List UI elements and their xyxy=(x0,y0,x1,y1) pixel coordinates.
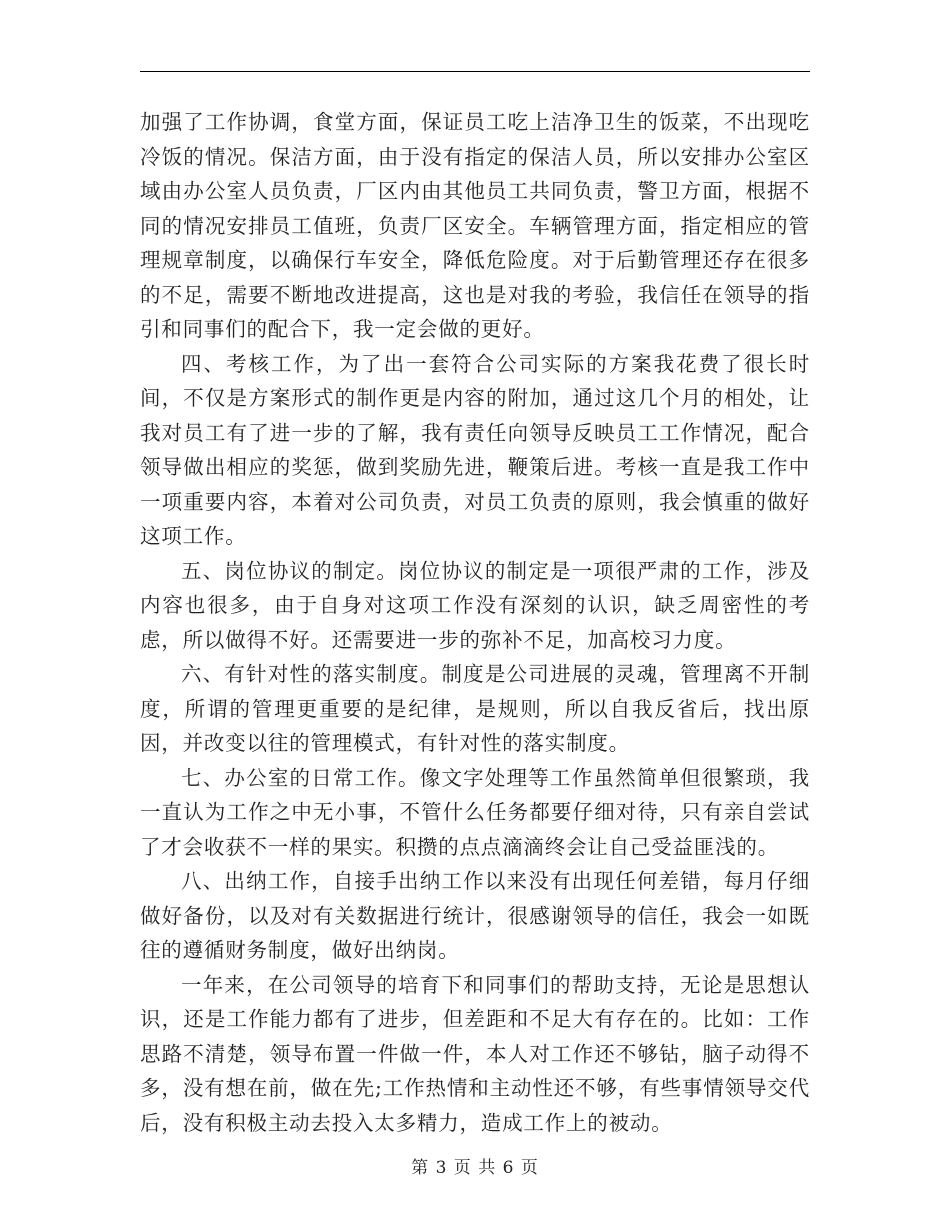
header-rule xyxy=(140,71,810,72)
paragraph-office-daily-work: 七、办公室的日常工作。像文字处理等工作虽然简单但很繁琐，我一直认为工作之中无小事，不管什么任务都要仔细对待，只有亲自尝试了才会收获不一样的果实。积攒的点点滴滴终会让自己受益匪浅的。 xyxy=(140,765,810,859)
paragraph-year-summary: 一年来，在公司领导的培育下和同事们的帮助支持，无论是思想认识，还是工作能力都有了进步，但差距和不足大有存在的。比如：工作思路不清楚，领导布置一件做一件，本人对工作还不够钻，脑子动得不多，没有想在前，做在先;工作热情和主动性还不够，有些事情领导交代后，没有积极主动去投入太多精力，造成工作上的被动。 xyxy=(140,972,810,1135)
page-number-footer: 第 3 页 共 6 页 xyxy=(411,1158,539,1178)
paragraph-assessment-work: 四、考核工作，为了出一套符合公司实际的方案我花费了很长时间，不仅是方案形式的制作更是内容的附加，通过这几个月的相处，让我对员工有了进一步的了解，我有责任向领导反映员工工作情况，配合领导做出相应的奖惩，做到奖励先进，鞭策后进。考核一直是我工作中一项重要内容，本着对公司负责，对员工负责的原则，我会慎重的做好这项工作。 xyxy=(140,351,810,548)
paragraph-job-agreement: 五、岗位协议的制定。岗位协议的制定是一项很严肃的工作，涉及内容也很多，由于自身对这项工作没有深刻的认识，缺乏周密性的考虑，所以做得不好。还需要进一步的弥补不足，加高校习力度。 xyxy=(140,558,810,652)
paragraph-targeted-system: 六、有针对性的落实制度。制度是公司进展的灵魂，管理离不开制度，所谓的管理更重要的是纪律，是规则，所以自我反省后，找出原因，并改变以往的管理模式，有针对性的落实制度。 xyxy=(140,662,810,755)
paragraph-cashier-work: 八、出纳工作，自接手出纳工作以来没有出现任何差错，每月仔细做好备份，以及对有关数据进行统计，很感谢领导的信任，我会一如既往的遵循财务制度，做好出纳岗。 xyxy=(140,869,810,962)
document-body xyxy=(140,105,810,1140)
paragraph-continuation: 加强了工作协调，食堂方面，保证员工吃上洁净卫生的饭菜，不出现吃冷饭的情况。保洁方面，由于没有指定的保洁人员，所以安排办公室区域由办公室人员负责，厂区内由其他员工共同负责，警卫方面，根据不同的情况安排员工值班，负责厂区安全。车辆管理方面，指定相应的管理规章制度，以确保行车安全，降低危险度。对于后勤管理还存在很多的不足，需要不断地改进提高，这也是对我的考验，我信任在领导的指引和同事们的配合下，我一定会做的更好。 xyxy=(140,110,810,341)
